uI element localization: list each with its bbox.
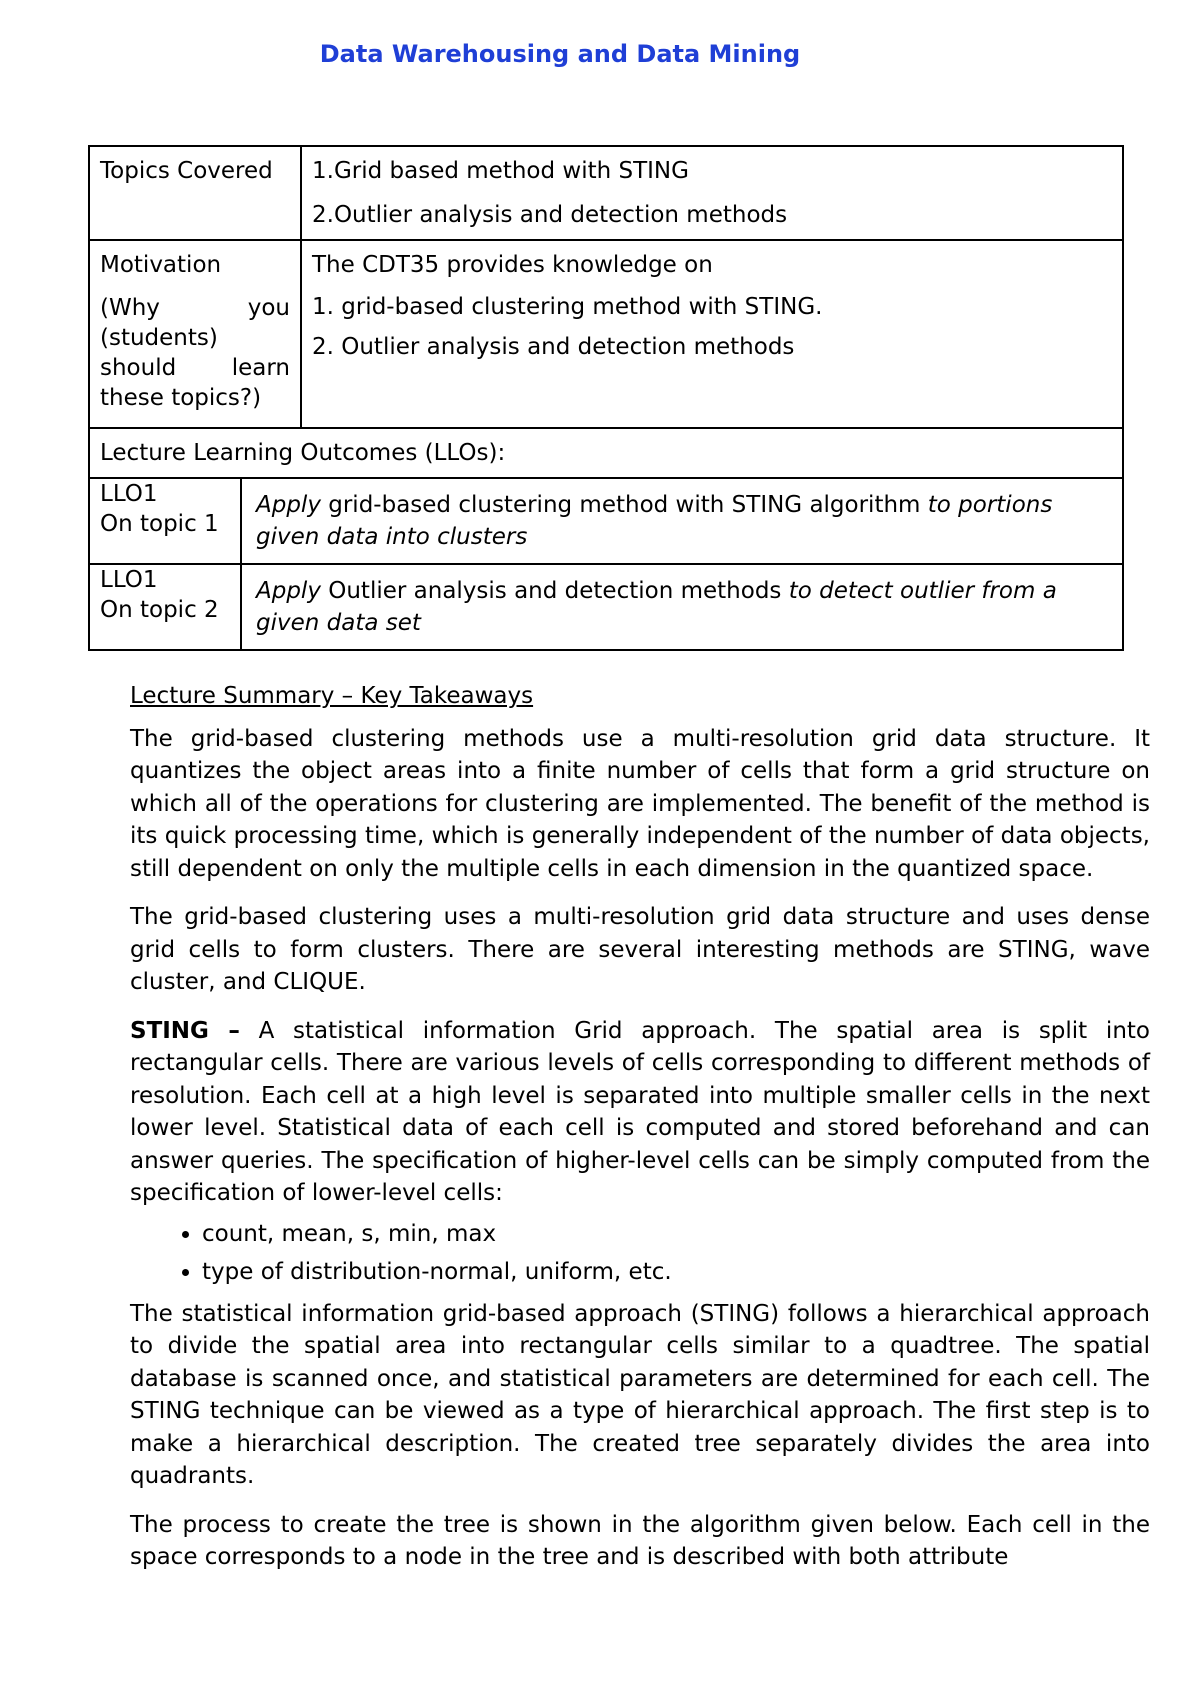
llo-middle: Outlier analysis and detection methods xyxy=(320,578,789,604)
llo-topic: On topic 1 xyxy=(100,511,219,537)
llo-text xyxy=(241,479,1122,563)
llo-heading-row xyxy=(89,428,1123,478)
llo-middle: grid-based clustering method with STING algorithm xyxy=(320,492,928,518)
summary-paragraph: The statistical information grid-based approach (STING) follows a hierarchical approach to divide the spatial area into rectangular cells similar to a quadtree. The spatial database is scanned once, and statistical parameters are determined for each cell. The STING technique can be viewed as a type of hierarchical approach. The first step is to make a hierarchical description. The created tree separately divides the area into quadrants. xyxy=(130,1300,1150,1489)
llo-end: to portions given data into clusters xyxy=(256,492,1053,550)
bullet-list xyxy=(130,1218,1150,1288)
motivation-content xyxy=(301,240,1123,428)
bullet-item: • count, mean, s, min, max xyxy=(202,1218,1150,1250)
llo-row-cell xyxy=(89,564,1123,650)
llo-label xyxy=(90,565,241,649)
llo-verb: Apply xyxy=(256,492,321,518)
motivation-question-line: these topics?) xyxy=(100,385,262,411)
lecture-summary xyxy=(130,680,1150,1590)
sting-paragraph xyxy=(130,1015,1150,1210)
sting-text: A statistical information Grid approach. The spatial area is split into rectangular cells. There are various levels of cells corresponding to different methods of resolution. Each cell at a high level is separated into multiple smaller cells in the next lower level. Statistical data of each cell is computed and stored beforehand and can answer queries. The specification of higher-level cells can be simply computed from the specification of lower-level cells: xyxy=(130,1017,1150,1206)
topic-item: 1.Grid based method with STING xyxy=(312,158,689,184)
course-info-table xyxy=(88,145,1124,651)
summary-paragraph: The process to create the tree is shown in the algorithm given below. Each cell in the space corresponds to a node in the tree and is described with both attribute xyxy=(130,1511,1150,1570)
llo-verb: Apply xyxy=(256,578,321,604)
topics-label: Topics Covered xyxy=(89,146,301,240)
motivation-question xyxy=(100,293,290,413)
bullet-item: • type of distribution-normal, uniform, etc. xyxy=(202,1256,1150,1288)
motivation-line: The CDT35 provides knowledge on xyxy=(312,252,713,278)
llo-id: LLO1 xyxy=(100,481,158,507)
summary-paragraph: The grid-based clustering methods use a multi-resolution grid data structure. It quantizes the object areas into a finite number of cells that form a grid structure on which all of the operations for clustering are implemented. The benefit of the method is its quick processing time, which is generally independent of the number of data objects, still dependent on only the multiple cells in each dimension in the quantized space. xyxy=(130,725,1150,882)
sting-term: STING – xyxy=(130,1017,240,1044)
motivation-row xyxy=(89,240,1123,428)
llo-topic: On topic 2 xyxy=(100,597,219,623)
llo-end: to detect outlier from a given data set xyxy=(256,578,1057,636)
summary-paragraph: The grid-based clustering uses a multi-resolution grid data structure and uses dense grid cells to form clusters. There are several interesting methods are STING, wave cluster, and CLIQUE. xyxy=(130,904,1150,995)
topic-item: 2.Outlier analysis and detection methods xyxy=(312,202,788,228)
llo-row-cell xyxy=(89,478,1123,564)
motivation-question-line: (Why you xyxy=(100,295,290,321)
motivation-label-cell xyxy=(89,240,301,428)
llo-inner-table xyxy=(90,565,1122,649)
llo-inner-table xyxy=(90,479,1122,563)
llo-heading: Lecture Learning Outcomes (LLOs): xyxy=(89,428,1123,478)
motivation-question-line: (students) xyxy=(100,325,218,351)
llo-id: LLO1 xyxy=(100,567,158,593)
motivation-label: Motivation xyxy=(100,252,222,278)
motivation-line: 2. Outlier analysis and detection methods xyxy=(312,334,795,360)
motivation-question-line: should learn xyxy=(100,355,290,381)
llo-row xyxy=(89,478,1123,564)
page-title: Data Warehousing and Data Mining xyxy=(319,40,801,68)
topics-row xyxy=(89,146,1123,240)
topics-cell xyxy=(301,146,1123,240)
llo-row xyxy=(89,564,1123,650)
motivation-line: 1. grid-based clustering method with STING. xyxy=(312,294,823,320)
llo-text xyxy=(241,565,1122,649)
llo-label xyxy=(90,479,241,563)
summary-heading: Lecture Summary – Key Takeaways xyxy=(130,683,534,709)
